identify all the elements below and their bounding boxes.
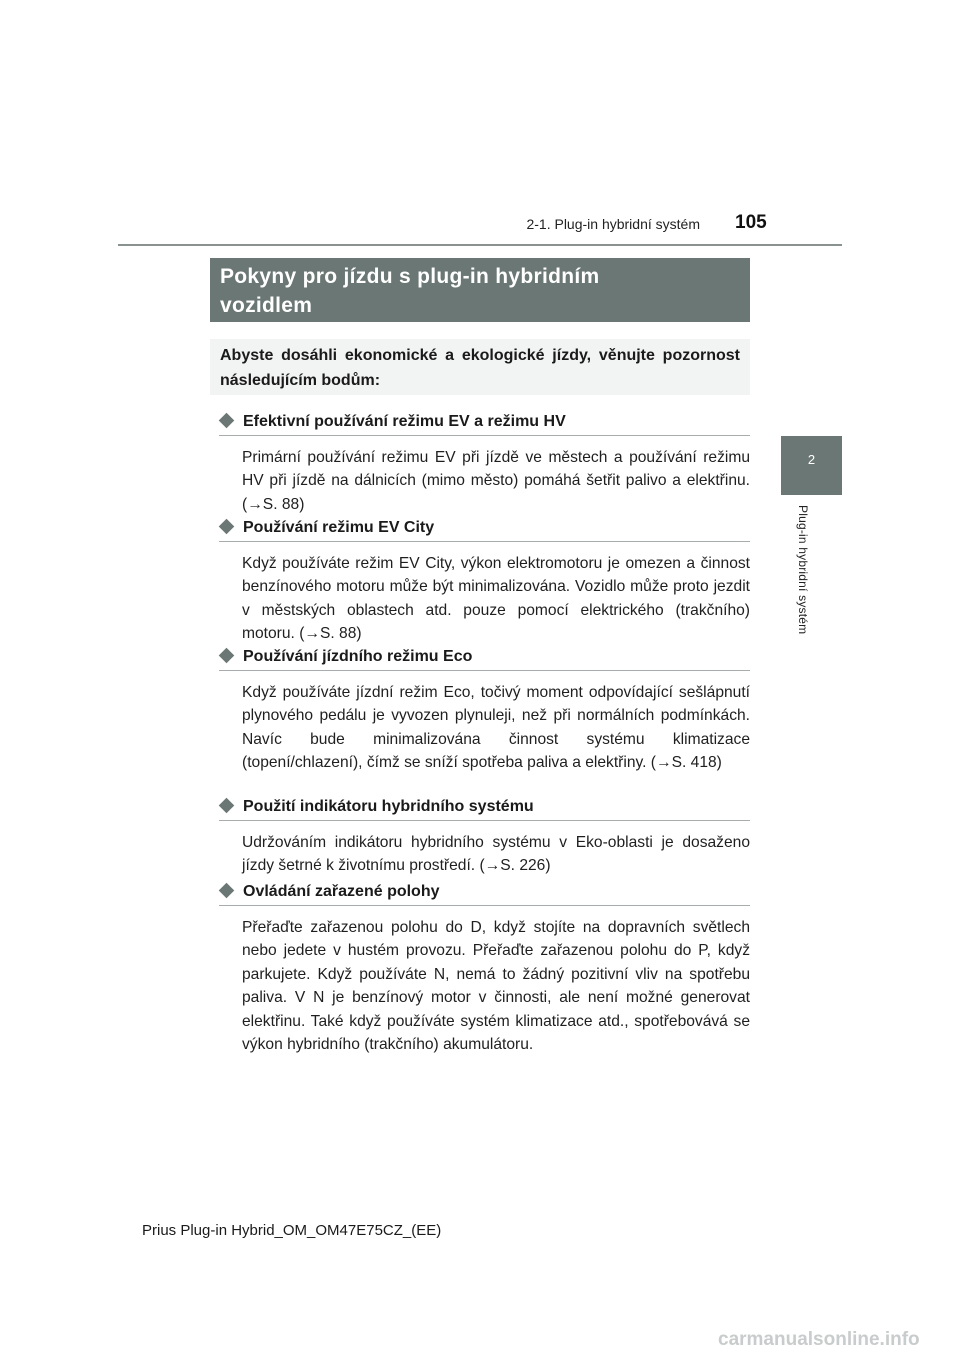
diamond-bullet-icon (219, 798, 235, 814)
subsection-heading (219, 796, 750, 821)
intro-box: Abyste dosáhli ekonomické a ekologické jízdy, věnujte pozornost následujícím bodům: (210, 339, 750, 395)
page-number: 105 (735, 212, 767, 233)
subsection-eco-mode (219, 646, 750, 775)
subsection-ev-hv (219, 411, 750, 516)
subsection-body: Přeřaďte zařazenou polohu do D, když stojíte na dopravních světlech nebo jedete v hustém provozu. Přeřaďte zařazenou polohu do P, když parkujete. Když používáte N, nemá to žádný pozitivní vliv na spotřebu paliva. V N je benzínový motor v činnosti, ale není možné generovat elektřinu. Také když používáte systém klimatizace atd., spotřebovává se výkon hybridního (trakčního) akumulátoru. (242, 919, 750, 1054)
subsection-body: Primární používání režimu EV při jízdě ve městech a používání režimu HV při jízdě na dálnicích (mimo město) pomáhá šetřit palivo a elektřinu. (→S. 88) (242, 449, 750, 513)
diamond-bullet-icon (219, 648, 235, 664)
subsection-heading-text: Efektivní používání režimu EV a režimu HV (243, 413, 566, 430)
subsection-heading-text: Používání režimu EV City (243, 519, 435, 536)
subsection-body: Když používáte režim EV City, výkon elektromotoru je omezen a činnost benzínového motoru může být minimalizována. Vozidlo může proto jezdit v městských oblastech atd. pouze pomocí elektrického (trakčního) motoru. (→S. 88) (242, 555, 750, 643)
diamond-bullet-icon (219, 413, 235, 429)
subsection-body: Udržováním indikátoru hybridního systému v Eko-oblasti je dosaženo jízdy šetrné k životnímu prostředí. (→S. 226) (242, 834, 750, 875)
subsection-heading-text: Ovládání zařazené polohy (243, 883, 440, 900)
subsection-heading (219, 881, 750, 906)
diamond-bullet-icon (219, 519, 235, 535)
footer-manual-id: Prius Plug-in Hybrid_OM_OM47E75CZ_(EE) (142, 1222, 442, 1239)
subsection-heading (219, 411, 750, 436)
subsection-ev-city (219, 517, 750, 646)
header-divider (118, 244, 842, 246)
subsection-heading-text: Použití indikátoru hybridního systému (243, 798, 534, 815)
chapter-title: 2-1. Plug-in hybridní systém (526, 216, 700, 232)
subsection-heading (219, 517, 750, 542)
watermark: carmanualsonline.info (718, 1329, 920, 1350)
subsection-body: Když používáte jízdní režim Eco, točivý moment odpovídající sešlápnutí plynového pedálu je vyvozen plynuleji, než při normálních podmínkách. Navíc bude minimalizována činnost systému klimatizace (topení/chlazení), čímž se sníží spotřeba paliva a elektřiny. (→S. 418) (242, 684, 750, 772)
diamond-bullet-icon (219, 883, 235, 899)
chapter-tab: 2 (781, 436, 842, 495)
section-title-line-1: Pokyny pro jízdu s plug-in hybridním (220, 265, 600, 288)
chapter-tab-label: Plug-in hybridní systém (796, 505, 810, 635)
subsection-shift-position (219, 881, 750, 1056)
section-title (210, 258, 750, 322)
subsection-hybrid-indicator (219, 796, 750, 878)
section-title-line-2: vozidlem (220, 294, 313, 317)
subsection-heading-text: Používání jízdního režimu Eco (243, 648, 473, 665)
subsection-heading (219, 646, 750, 671)
